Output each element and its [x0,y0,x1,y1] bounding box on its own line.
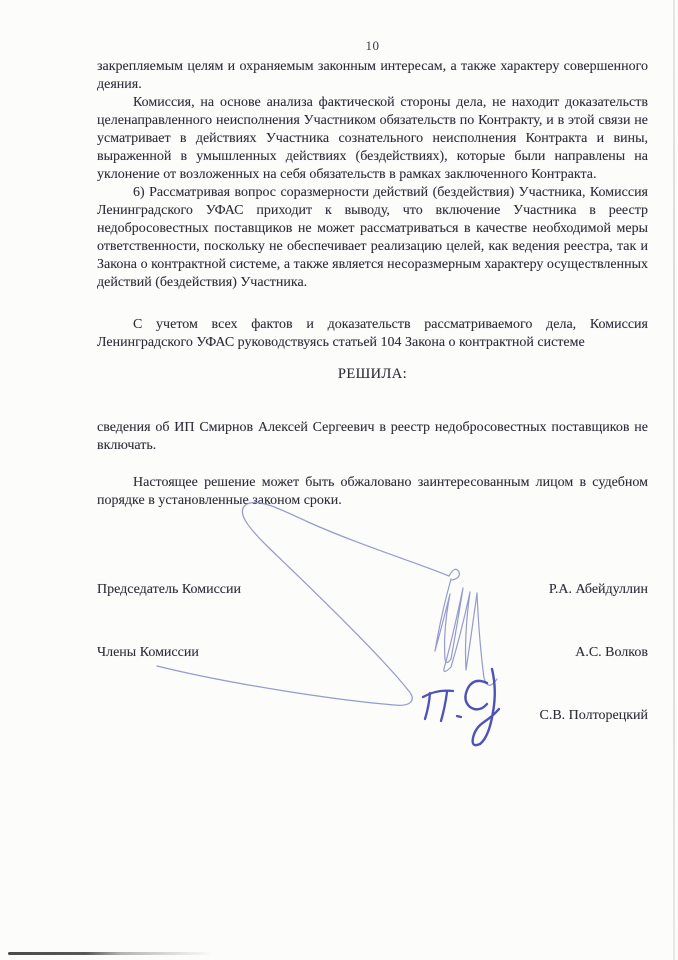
paragraph-appeal-notice: Настоящее решение может быть обжаловано заинтересованным лицом в судебном порядке в установленные законом сроки. [97,475,648,508]
document-body [97,58,648,510]
chairman-name: Р.А. Абейдуллин [548,582,648,597]
paragraph-proportionality: 6) Рассматривая вопрос соразмерности действий (бездействия) Участника, Комиссия Ленинградского УФАС приходит к выводу, что включение Участника в реестр недобросовестных поставщиков не может рассматриваться в качестве необходимой меры ответственности, поскольку не обеспечивает реализацию целей, как ведения реестра, так и Закона о контрактной системе, а также является несоразмерным характеру осуществленных действий (бездействия) Участника. [97,185,648,290]
member-1-name: А.С. Волков [575,645,648,660]
signature-row-member-2 [97,708,648,724]
page-number: 10 [365,38,380,53]
paragraph-decision-text: сведения об ИП Смирнов Алексей Сергеевич в реестр недобросовестных поставщиков не включать. [97,420,648,453]
paragraph-carryover: закрепляемым целям и охраняемым законным интересам, а также характеру совершенного деяния. [97,59,648,92]
decision-heading: РЕШИЛА: [337,366,408,382]
scan-artifact-line [8,952,213,955]
paragraph-considering-facts: С учетом всех фактов и доказательств рассматриваемого дела, Комиссия Ленинградского УФАС руководствуясь статьей 104 Закона о контрактной системе [97,317,648,350]
member-2-name: С.В. Полторецкий [539,708,648,723]
signature-large-loop-stroke [157,502,449,705]
scan-edge-shadow [673,0,675,960]
paragraph-commission-analysis: Комиссия, на основе анализа фактической стороны дела, не находит доказательств целенаправленного неисполнения Участником обязательств по Контракту, и в этой связи не усматривает в действиях Участника сознательного неисполнения Контракта и вины, выраженной в умышленных действиях (бездействиях), которые были направлены на уклонение от возложенных на себя обязательств в рамках заключенного Контракта. [97,95,648,182]
signature-top-loop [449,569,459,580]
signature-row-chairman [97,582,648,598]
members-role-label: Члены Комиссии [97,645,199,660]
chairman-role-label: Председатель Комиссии [97,582,241,597]
signature-row-member-1 [97,645,648,661]
